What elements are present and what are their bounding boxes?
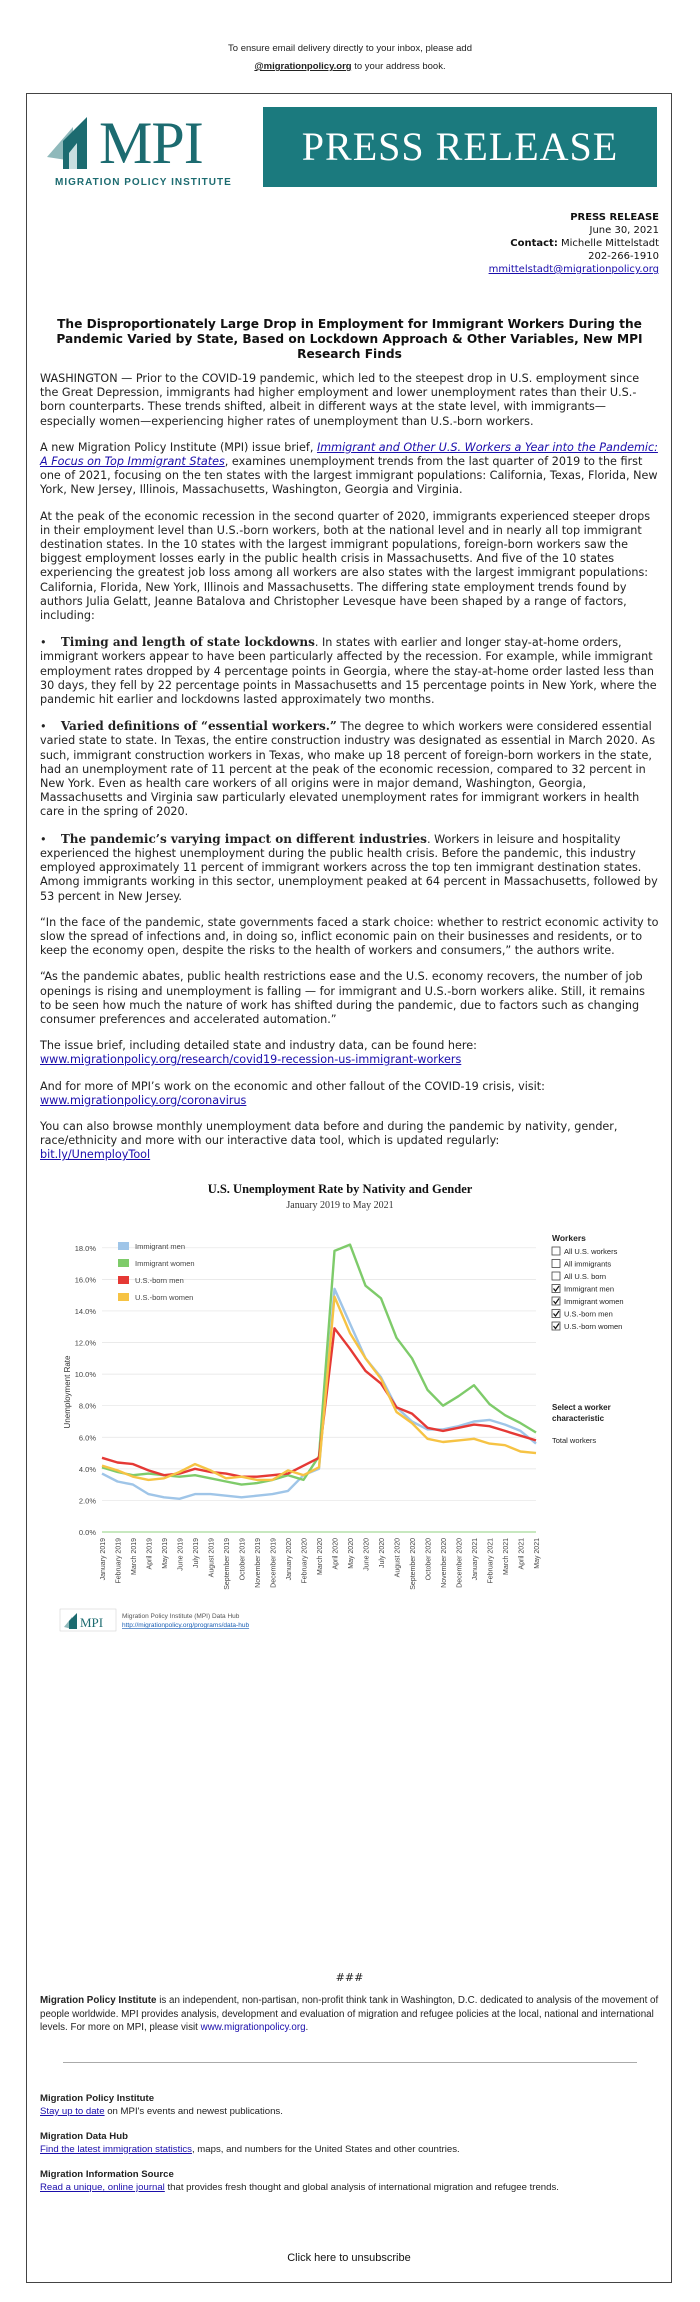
bullet-lead: The pandemic’s varying impact on different industries (60, 831, 427, 846)
logo-mark-icon (43, 113, 103, 175)
y-tick-label: 12.0% (74, 1338, 96, 1348)
footer-links (40, 2092, 659, 2206)
about-link[interactable]: www.migrationpolicy.org (200, 2022, 306, 2033)
y-tick-label: 4.0% (78, 1464, 96, 1474)
datatool-link[interactable]: bit.ly/UnemployTool (40, 1148, 151, 1162)
x-tick-label: November 2019 (255, 1537, 262, 1588)
bullet-text: . Workers in leisure and hospitality experienced the highest unemployment during the public health crisis. Before the pandemic, this industry employed approximately 11 percent of immigrant workers across the top ten immigrant destination states. Among immigrants working in this sector, unemployment peaked at 64 percent in Massachusetts, followed by 53 percent in New Jersey. (40, 832, 658, 903)
headline: The Disproportionately Large Drop in Employment for Immigrant Workers During the Pandemic Varied by State, Based on Lockdown Approach & Other Variables, New MPI Research Finds (56, 317, 643, 361)
chart-svg (40, 1177, 659, 1667)
separator: ### (335, 1971, 364, 1984)
masthead (41, 107, 657, 193)
x-tick-label: March 2021 (503, 1537, 510, 1575)
x-tick-label: February 2020 (301, 1537, 309, 1584)
legend-swatch (118, 1293, 129, 1301)
unsubscribe-link[interactable]: Click here to unsubscribe (287, 2252, 411, 2264)
x-tick-label: January 2020 (286, 1537, 293, 1580)
y-tick-label: 8.0% (78, 1401, 96, 1411)
preheader-line-2 (0, 58, 700, 76)
mpi-logo[interactable] (41, 107, 259, 193)
bullet-lead: Varied definitions of “essential workers.” (60, 719, 337, 734)
quote-1: “In the face of the pandemic, state governments faced a stark choice: whether to restrict economic activity to slow the spread of infections and, in doing so, inflict economic pain on their businesses and residents, or to keep the economy open, despite the risks to the health of workers and consumers,” the authors write. (40, 915, 659, 958)
legend-swatch (118, 1259, 129, 1267)
chart-source[interactable] (60, 1609, 249, 1631)
legend-check-label: Immigrant men (564, 1284, 615, 1294)
x-tick-label: September 2020 (410, 1537, 417, 1590)
y-tick-label: 6.0% (78, 1432, 96, 1442)
preheader-email[interactable]: @migrationpolicy.org (254, 61, 352, 72)
footer-block-title: Migration Information Source (40, 2169, 174, 2180)
footer-block-text: , maps, and numbers for the United States and other countries. (191, 2144, 460, 2155)
about-text: is an independent, non-partisan, non-profit think tank in Washington, D.C. dedicated to analysis of the movement of people worldwide. MPI provides analysis, development and evaluation of migration and refugee policies at the local, national and international levels. For more on MPI, please visit (40, 1995, 659, 2033)
x-tick-label: April 2021 (518, 1537, 526, 1570)
characteristic-label-line-1: Select a worker (552, 1402, 611, 1412)
paragraph-coronavirus (40, 1080, 659, 1108)
x-tick-label: February 2019 (115, 1537, 123, 1584)
issue-brief-link[interactable]: Immigrant and Other U.S. Workers a Year into the Pandemic: A Focus on Top Immigrant States (40, 440, 658, 469)
contact-email-link[interactable]: mmittelstadt@migrationpolicy.org (488, 264, 659, 275)
y-tick-label: 10.0% (74, 1369, 96, 1379)
legend-label: U.S.-born men (135, 1275, 184, 1285)
legend-swatch (118, 1242, 129, 1250)
x-tick-label: September 2019 (224, 1537, 231, 1590)
unemployment-chart (40, 1177, 659, 1667)
legend-label: Immigrant women (135, 1258, 195, 1268)
x-tick-label: October 2020 (425, 1537, 433, 1580)
source-url[interactable]: http://migrationpolicy.org/programs/data-hub (122, 1621, 250, 1629)
bullet-lead: Timing and length of state lockdowns (60, 635, 315, 650)
y-tick-label: 0.0% (78, 1527, 96, 1537)
characteristic-value: Total workers (552, 1435, 597, 1445)
legend-check-label: All U.S. workers (564, 1246, 618, 1256)
legend-label: U.S.-born women (135, 1292, 194, 1302)
x-tick-label: December 2019 (270, 1537, 278, 1588)
contact-phone: 202-266-1910 (588, 251, 659, 262)
legend-check-label: All immigrants (564, 1259, 612, 1269)
bullet-text: The degree to which workers were considered essential varied state to state. In Texas, the entire construction industry was designated as essential in March 2020. As such, immigrant construction workers in Texas, who make up 18 percent of foreign-born workers in the state, had an unemployment rate of 11 percent at the peak of the economic recession, compared to 32 percent in New York. Even as health care workers of all origins were in major demand, Washington, Georgia, Massachusetts and Virginia saw particularly elevated unemployment rates for immigrant workers in health care in the spring of 2020. (40, 720, 656, 819)
preheader-line: To ensure email delivery directly to your inbox, please add (228, 43, 472, 54)
x-tick-label: April 2019 (146, 1537, 154, 1570)
about-end: . (305, 2022, 309, 2033)
paragraph-datatool (40, 1120, 659, 1163)
x-tick-label: March 2019 (131, 1537, 138, 1575)
x-tick-label: May 2019 (162, 1537, 169, 1569)
legend-label: Immigrant men (135, 1241, 186, 1251)
x-tick-label: February 2021 (487, 1537, 495, 1584)
legend-checkbox (552, 1247, 560, 1255)
footer-block-title: Migration Policy Institute (40, 2093, 155, 2104)
press-release-banner: PRESS RELEASE (263, 107, 657, 187)
y-tick-label: 16.0% (74, 1274, 96, 1284)
x-tick-label: April 2020 (332, 1537, 340, 1570)
x-tick-label: July 2019 (193, 1537, 200, 1568)
chart-title: U.S. Unemployment Rate by Nativity and Gender (207, 1181, 473, 1196)
legend-swatch (118, 1276, 129, 1284)
about-name: Migration Policy Institute (40, 1995, 157, 2006)
paragraph-intro: WASHINGTON — Prior to the COVID-19 pandemic, which led to the steepest drop in U.S. employment since the Great Depression, immigrants had higher employment and lower unemployment rates than their U.S.-born counterparts. These trends shifted, albeit in different ways at the state level, with immigrants—especially women—experiencing higher rates of unemployment than U.S.-born workers. (40, 372, 640, 428)
legend-check-label: U.S.-born women (564, 1321, 623, 1331)
release-date: June 30, 2021 (589, 225, 659, 236)
coronavirus-text: And for more of MPI’s work on the economic and other fallout of the COVID-19 crisis, visit: (40, 1079, 545, 1093)
footer-block-text: that provides fresh thought and global analysis of international migration and refugee trends. (164, 2182, 559, 2193)
x-tick-label: October 2019 (239, 1537, 247, 1580)
contact-label: PRESS RELEASE (570, 212, 659, 223)
legend-checkbox (552, 1272, 560, 1280)
article-body (40, 317, 659, 1667)
footer-block-datahub (40, 2130, 659, 2156)
footer-block-title: Migration Data Hub (40, 2131, 128, 2142)
legend-check-label: Immigrant women (564, 1296, 624, 1306)
paragraph-findings: At the peak of the economic recession in the second quarter of 2020, immigrants experienced steeper drops in their employment level than U.S.-born workers, both at the national level and in nearly all top immigrant destination states. In the 10 states with the largest immigrant populations, foreign-born workers saw the biggest employment losses early in the public health crisis in Massachusetts. And five of the 10 states experiencing the greatest job loss among all workers are also states with the largest immigrant populations: California, Florida, New York, Illinois and Massachusetts. The differing state employment trends found by authors Julia Gelatt, Jeanne Batalova and Christopher Levesque have been shaped by a range of factors, including: (40, 509, 651, 623)
bullet-industries: • The pandemic’s varying impact on different industries. Workers in leisure and hospitality experienced the highest unemployment during the public health crisis. Before the pandemic, this industry employed approximately 11 percent of immigrant workers across the top ten immigrant destination states. Among immigrants working in this sector, unemployment peaked at 64 percent in Massachusetts, followed by 53 percent in New Jersey. (40, 831, 658, 903)
stay-up-to-date-link[interactable]: Stay up to date (40, 2106, 105, 2117)
source-logo-letters: MPI (80, 1614, 104, 1630)
chart-subtitle: January 2019 to May 2021 (286, 1199, 394, 1211)
email-frame (26, 93, 672, 2283)
x-tick-label: December 2020 (456, 1537, 464, 1588)
x-tick-label: January 2021 (472, 1537, 479, 1580)
x-tick-label: May 2020 (348, 1537, 355, 1569)
quote-2: “As the pandemic abates, public health restrictions ease and the U.S. economy recovers, the number of job openings is rising and unemployment is falling — for immigrant and U.S.-born workers alike. Still, it remains to be seen how much the nature of work has shifted during the pandemic, due to factors such as changing consumer preferences and accelerated automation.” (40, 970, 645, 1026)
logo-letters: MPI (99, 110, 203, 176)
legend-check-label: U.S.-born men (564, 1309, 613, 1319)
research-link[interactable]: www.migrationpolicy.org/research/covid19-recession-us-immigrant-workers (40, 1053, 462, 1067)
legend-title: Workers (552, 1232, 586, 1243)
paragraph-brief (40, 441, 659, 498)
divider (63, 2062, 637, 2063)
brief-text-a: A new Migration Policy Institute (MPI) issue brief, (40, 440, 317, 454)
bullet-essential: • Varied definitions of “essential workers.” The degree to which workers were considered essential varied state to state. In Texas, the entire construction industry was designated as essential in March 2020. As such, immigrant construction workers in Texas, who make up 18 percent of foreign-born workers in the state, had an unemployment rate of 11 percent at the peak of the economic recession, compared to 32 percent in New York. Even as health care workers of all origins were in major demand, Washington, Georgia, Massachusetts and Virginia saw particularly elevated unemployment rates for immigrant workers in health care in the spring of 2020. (40, 719, 656, 819)
preheader (0, 0, 700, 76)
contact-name: Michelle Mittelstadt (557, 238, 659, 249)
x-tick-label: June 2019 (177, 1537, 185, 1571)
x-tick-label: August 2020 (394, 1537, 402, 1577)
source-name: Migration Policy Institute (MPI) Data Hub (122, 1612, 240, 1620)
x-tick-label: May 2021 (534, 1537, 541, 1569)
x-tick-label: June 2020 (363, 1537, 371, 1571)
paragraph-brief-link (40, 1039, 659, 1067)
brief-text-b: , examines unemployment trends from the last quarter of 2019 to the first one of 2021, focusing on the ten states with the largest immigrant populations: California, Texas, Florida, New York, New Jersey, Illinois, Massachusetts, Washington, Georgia and Virginia. (40, 455, 658, 497)
brief-link-text: The issue brief, including detailed state and industry data, can be found here: (40, 1039, 477, 1053)
footer-block-text: on MPI's events and newest publications. (104, 2106, 283, 2117)
contact-block (489, 211, 659, 276)
legend-checkbox (552, 1259, 560, 1267)
footer-block-mpi (40, 2092, 659, 2118)
bullet-text: . In states with earlier and longer stay-at-home orders, immigrant workers appear to have been particularly affected by the recession. For example, while immigrant employment rates dropped by 4 percentage points in Georgia, where the stay-at-home order lasted less than 30 days, they fell by 22 percentage points in Massachusetts and 15 percentage points in New York, where the pandemic hit earlier and lockdowns lasted approximately two months. (40, 636, 657, 707)
online-journal-link[interactable]: Read a unique, online journal (40, 2182, 165, 2193)
y-axis-label: Unemployment Rate (63, 1355, 72, 1429)
latest-statistics-link[interactable]: Find the latest immigration statistics (40, 2144, 192, 2155)
footer-block-source (40, 2168, 659, 2194)
logo-subtitle: MIGRATION POLICY INSTITUTE (55, 177, 232, 188)
characteristic-label-line-2: characteristic (552, 1413, 605, 1423)
x-tick-label: November 2020 (441, 1537, 448, 1588)
x-tick-label: August 2019 (208, 1537, 216, 1577)
contact-prefix: Contact: (510, 238, 558, 249)
datatool-text: You can also browse monthly unemployment data before and during the pandemic by nativity, gender, race/ethnicity and more with our interactive data tool, which is updated regularly: (40, 1119, 618, 1148)
coronavirus-link[interactable]: www.migrationpolicy.org/coronavirus (40, 1093, 247, 1107)
y-tick-label: 2.0% (78, 1495, 96, 1505)
y-tick-label: 14.0% (74, 1306, 96, 1316)
x-tick-label: January 2019 (100, 1537, 107, 1580)
contact-person (489, 237, 659, 250)
bullet-lockdowns: • Timing and length of state lockdowns. In states with earlier and longer stay-at-home orders, immigrant workers appear to have been particularly affected by the recession. For example, while immigrant employment rates dropped by 4 percentage points in Georgia, where the stay-at-home order lasted less than 30 days, they fell by 22 percentage points in Massachusetts and 15 percentage points in New York, where the pandemic hit earlier and lockdowns lasted approximately two months. (40, 635, 657, 707)
legend-check-label: All U.S. born (564, 1271, 607, 1281)
y-tick-label: 18.0% (74, 1243, 96, 1253)
preheader-suffix: to your address book. (351, 61, 446, 72)
x-tick-label: March 2020 (317, 1537, 324, 1575)
x-tick-label: July 2020 (379, 1537, 386, 1568)
about-mpi (40, 1994, 659, 2035)
